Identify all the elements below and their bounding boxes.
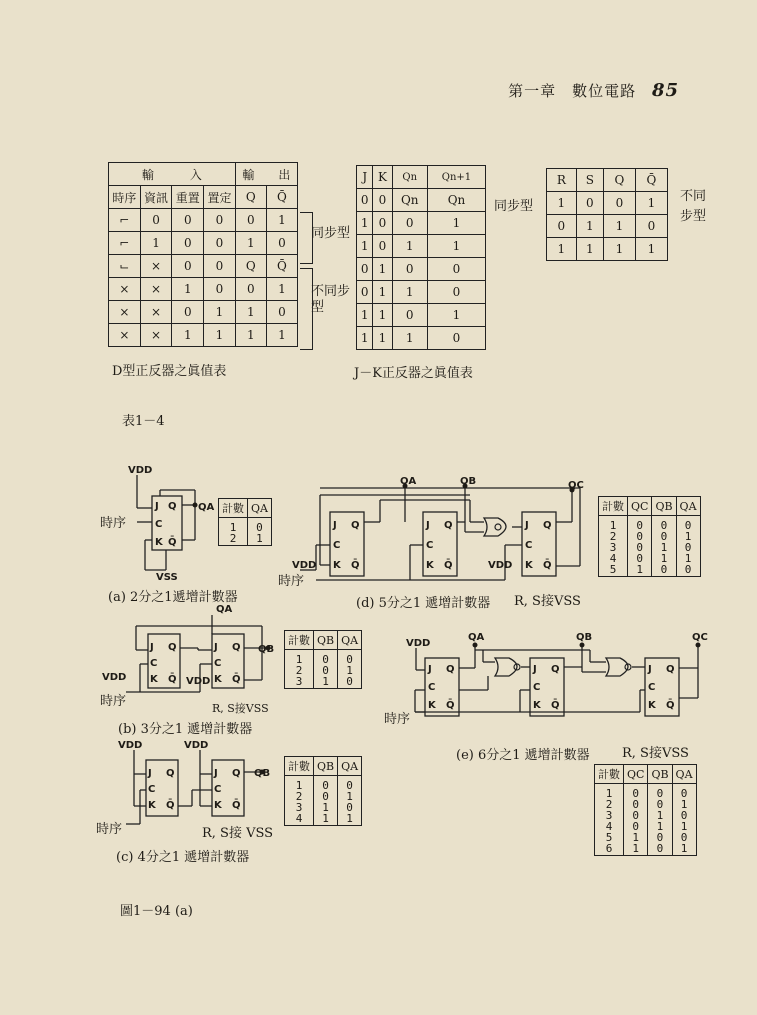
fig-e-note: R, S接VSS bbox=[622, 746, 689, 761]
table-cell: ⌙ bbox=[109, 255, 141, 278]
table-cell: 1 bbox=[172, 278, 204, 301]
svg-text:C: C bbox=[648, 682, 656, 693]
fig-d-note: R, S接VSS bbox=[514, 594, 581, 609]
fig-b-note: R, S接VSS bbox=[212, 702, 269, 715]
svg-text:QC: QC bbox=[568, 480, 584, 491]
svg-text:J: J bbox=[525, 520, 529, 531]
table-cell: ⌐ bbox=[109, 209, 141, 232]
svg-text:J: J bbox=[150, 642, 154, 653]
col-head: QB bbox=[648, 765, 672, 784]
svg-text:Q: Q bbox=[168, 501, 177, 512]
svg-text:Q̄: Q̄ bbox=[232, 674, 241, 685]
svg-text:K: K bbox=[428, 700, 436, 711]
svg-text:K: K bbox=[525, 560, 533, 571]
figure-label: 圖1－94 (a) bbox=[120, 904, 193, 919]
table-cell: ⌐ bbox=[109, 232, 141, 255]
fig-d-circuit bbox=[300, 486, 580, 580]
svg-text:VDD: VDD bbox=[128, 465, 153, 476]
terminal-dot bbox=[193, 503, 198, 508]
svg-text:C: C bbox=[148, 784, 156, 795]
rs-async-label: 不同步型 bbox=[680, 189, 707, 224]
table-cell: 0 bbox=[357, 189, 373, 212]
table-cell: 1 bbox=[603, 238, 635, 261]
svg-text:Q̄: Q̄ bbox=[351, 560, 360, 571]
table-cell: 1 bbox=[427, 304, 485, 327]
table-cell: 0 bbox=[172, 301, 204, 324]
svg-text:VDD: VDD bbox=[102, 672, 127, 683]
table-cell: 1 bbox=[235, 232, 266, 255]
svg-text:VDD: VDD bbox=[186, 676, 211, 687]
svg-text:Q: Q bbox=[232, 642, 241, 653]
qb-column: 0 0 1 1 0 bbox=[652, 516, 676, 577]
fig-a-count-table bbox=[218, 498, 272, 546]
svg-text:J: J bbox=[333, 520, 337, 531]
col-head: 置定 bbox=[204, 186, 236, 209]
svg-text:QB: QB bbox=[576, 632, 593, 643]
svg-text:Q: Q bbox=[666, 664, 675, 675]
svg-text:C: C bbox=[533, 682, 541, 693]
output-header: 輸 出 bbox=[235, 163, 297, 186]
qa-column: 0 1 0 1 bbox=[338, 776, 362, 826]
svg-text:QB: QB bbox=[258, 644, 275, 655]
terminal-dot bbox=[696, 643, 701, 648]
fig-e-caption: (e) 6分之1 遞增計數器 bbox=[456, 748, 590, 763]
col-head: 計數 bbox=[599, 497, 628, 516]
count-column: 1 2 3 4 5 bbox=[599, 516, 628, 577]
terminal-dot bbox=[580, 643, 585, 648]
table-cell: 1 bbox=[547, 192, 577, 215]
svg-text:Q̄: Q̄ bbox=[168, 537, 177, 548]
table-cell: 1 bbox=[392, 327, 427, 350]
table-label: 表1－4 bbox=[122, 414, 165, 429]
table-cell: Qn bbox=[427, 189, 485, 212]
table-cell: 1 bbox=[266, 324, 297, 347]
table-cell: 0 bbox=[266, 301, 297, 324]
table-cell: 1 bbox=[266, 278, 297, 301]
svg-text:J: J bbox=[648, 664, 652, 675]
svg-text:Q̄: Q̄ bbox=[232, 800, 241, 811]
fig-c-clock-label: 時序 bbox=[96, 822, 123, 837]
col-head: 計數 bbox=[595, 765, 624, 784]
count-column: 1 2 bbox=[219, 518, 248, 546]
fig-b-count-table bbox=[284, 630, 362, 689]
qa-column: 0 1 0 1 0 bbox=[676, 516, 700, 577]
col-head: 重置 bbox=[172, 186, 204, 209]
svg-text:Q: Q bbox=[351, 520, 360, 531]
svg-text:K: K bbox=[426, 560, 434, 571]
svg-text:K: K bbox=[214, 800, 222, 811]
table-cell: Qn bbox=[392, 189, 427, 212]
svg-text:J: J bbox=[214, 642, 218, 653]
table-cell: 1 bbox=[235, 301, 266, 324]
page-number: 85 bbox=[651, 80, 679, 101]
table-cell: × bbox=[140, 301, 172, 324]
svg-text:Q: Q bbox=[444, 520, 453, 531]
svg-text:C: C bbox=[150, 658, 158, 669]
col-head: QB bbox=[652, 497, 676, 516]
svg-text:QA: QA bbox=[400, 476, 417, 487]
table-cell: 0 bbox=[204, 232, 236, 255]
table-cell: 0 bbox=[392, 304, 427, 327]
svg-text:Q̄: Q̄ bbox=[666, 700, 675, 711]
col-head: Qn bbox=[392, 166, 427, 189]
table-cell: 1 bbox=[204, 301, 236, 324]
table-cell: × bbox=[140, 278, 172, 301]
svg-text:Q̄: Q̄ bbox=[543, 560, 552, 571]
fig-d-count-table bbox=[598, 496, 701, 577]
svg-text:C: C bbox=[214, 658, 222, 669]
input-header: 輸 入 bbox=[109, 163, 236, 186]
table-cell: 1 bbox=[204, 324, 236, 347]
count-column: 1 2 3 4 5 6 bbox=[595, 784, 624, 856]
svg-text:J: J bbox=[426, 520, 430, 531]
table-cell: 0 bbox=[172, 232, 204, 255]
table-cell: 1 bbox=[266, 209, 297, 232]
fig-e-count-table bbox=[594, 764, 697, 856]
table-cell: 1 bbox=[373, 327, 392, 350]
col-head: 計數 bbox=[219, 499, 248, 518]
qa-column: 0 1 bbox=[248, 518, 272, 546]
d-table-caption: D型正反器之眞值表 bbox=[112, 364, 227, 379]
svg-text:QA: QA bbox=[468, 632, 485, 643]
table-cell: 1 bbox=[357, 235, 373, 258]
table-cell: 1 bbox=[635, 238, 667, 261]
svg-text:K: K bbox=[648, 700, 656, 711]
table-cell: 0 bbox=[266, 232, 297, 255]
svg-text:Q: Q bbox=[232, 768, 241, 779]
table-cell: 1 bbox=[392, 281, 427, 304]
svg-text:K: K bbox=[533, 700, 541, 711]
svg-text:VDD: VDD bbox=[184, 740, 209, 751]
table-cell: 0 bbox=[204, 209, 236, 232]
svg-text:VDD: VDD bbox=[488, 560, 513, 571]
col-head: Q̄ bbox=[266, 186, 297, 209]
col-head: QA bbox=[248, 499, 272, 518]
table-cell: 1 bbox=[373, 281, 392, 304]
svg-text:C: C bbox=[428, 682, 436, 693]
table-cell: 1 bbox=[235, 324, 266, 347]
col-head: J bbox=[357, 166, 373, 189]
table-cell: 0 bbox=[547, 215, 577, 238]
svg-text:QA: QA bbox=[216, 604, 233, 615]
svg-text:Q: Q bbox=[166, 768, 175, 779]
table-cell: 0 bbox=[427, 327, 485, 350]
fig-b-caption: (b) 3分之1 遞增計數器 bbox=[118, 722, 253, 737]
col-head: QB bbox=[314, 757, 338, 776]
qb-column: 0 0 1 1 bbox=[314, 776, 338, 826]
svg-text:Q̄: Q̄ bbox=[166, 800, 175, 811]
table-cell: 0 bbox=[204, 255, 236, 278]
table-cell: 0 bbox=[373, 189, 392, 212]
svg-text:C: C bbox=[155, 519, 163, 530]
svg-text:C: C bbox=[525, 540, 533, 551]
col-head: 計數 bbox=[285, 757, 314, 776]
svg-text:Q̄: Q̄ bbox=[444, 560, 453, 571]
table-cell: 0 bbox=[235, 209, 266, 232]
qc-column: 0 0 0 0 1 1 bbox=[624, 784, 648, 856]
fig-c-note: R, S接 VSS bbox=[202, 826, 274, 841]
table-cell: Q bbox=[235, 255, 266, 278]
inverter-bubble bbox=[495, 524, 501, 530]
qb-column: 0 0 1 1 0 0 bbox=[648, 784, 672, 856]
svg-text:K: K bbox=[214, 674, 222, 685]
table-cell: 1 bbox=[357, 304, 373, 327]
fig-d-clock-label: 時序 bbox=[278, 574, 305, 589]
jk-table-caption: J－K正反器之眞值表 bbox=[354, 366, 473, 381]
fig-c-caption: (c) 4分之1 遞增計數器 bbox=[116, 850, 250, 865]
table-cell: 0 bbox=[357, 281, 373, 304]
qa-column: 0 1 0 bbox=[338, 650, 362, 689]
d-async-label: 不同步型 bbox=[311, 284, 351, 315]
table-cell: 1 bbox=[427, 212, 485, 235]
fig-c-count-table bbox=[284, 756, 362, 826]
svg-text:Q: Q bbox=[551, 664, 560, 675]
table-cell: 0 bbox=[172, 255, 204, 278]
table-cell: 0 bbox=[357, 258, 373, 281]
table-cell: 0 bbox=[373, 235, 392, 258]
table-cell: × bbox=[109, 324, 141, 347]
col-head: K bbox=[373, 166, 392, 189]
col-head: QA bbox=[672, 765, 696, 784]
svg-text:Q: Q bbox=[446, 664, 455, 675]
table-cell: × bbox=[140, 255, 172, 278]
table-cell: 0 bbox=[392, 258, 427, 281]
table-cell: 0 bbox=[392, 212, 427, 235]
table-cell: 0 bbox=[576, 192, 603, 215]
col-head: QA bbox=[676, 497, 700, 516]
svg-text:QA: QA bbox=[198, 502, 215, 513]
svg-text:VDD: VDD bbox=[118, 740, 143, 751]
col-head: Qn+1 bbox=[427, 166, 485, 189]
table-cell: 1 bbox=[576, 238, 603, 261]
svg-text:K: K bbox=[155, 537, 163, 548]
svg-text:VDD: VDD bbox=[292, 560, 317, 571]
col-head: QA bbox=[338, 631, 362, 650]
fig-e-clock-label: 時序 bbox=[384, 712, 411, 727]
terminal-dot bbox=[473, 643, 478, 648]
svg-text:Q: Q bbox=[168, 642, 177, 653]
table-cell: 0 bbox=[140, 209, 172, 232]
svg-text:C: C bbox=[333, 540, 341, 551]
count-column: 1 2 3 4 bbox=[285, 776, 314, 826]
col-head: QC bbox=[624, 765, 648, 784]
table-cell: 1 bbox=[603, 215, 635, 238]
col-head: 計數 bbox=[285, 631, 314, 650]
col-head: Q bbox=[603, 169, 635, 192]
table-cell: 1 bbox=[635, 192, 667, 215]
col-head: S bbox=[576, 169, 603, 192]
svg-text:VSS: VSS bbox=[156, 572, 178, 583]
svg-text:Q: Q bbox=[543, 520, 552, 531]
svg-text:Q̄: Q̄ bbox=[446, 700, 455, 711]
table-cell: 1 bbox=[140, 232, 172, 255]
table-cell: 1 bbox=[373, 304, 392, 327]
table-cell: × bbox=[109, 301, 141, 324]
svg-text:C: C bbox=[426, 540, 434, 551]
col-head: QA bbox=[338, 757, 362, 776]
col-head: Q̄ bbox=[635, 169, 667, 192]
fig-a-circuit bbox=[137, 475, 195, 570]
svg-text:K: K bbox=[150, 674, 158, 685]
col-head: QC bbox=[628, 497, 652, 516]
svg-text:Q̄: Q̄ bbox=[168, 674, 177, 685]
fig-c-circuit bbox=[126, 750, 262, 824]
svg-text:J: J bbox=[214, 768, 218, 779]
fig-d-caption: (d) 5分之1 遞增計數器 bbox=[356, 596, 491, 611]
d-sync-label: 同步型 bbox=[311, 226, 351, 241]
col-head: 資訊 bbox=[140, 186, 172, 209]
svg-text:J: J bbox=[155, 501, 159, 512]
table-cell: 1 bbox=[392, 235, 427, 258]
qc-column: 0 0 0 0 1 bbox=[628, 516, 652, 577]
qa-column: 0 1 0 1 0 1 bbox=[672, 784, 696, 856]
svg-text:C: C bbox=[214, 784, 222, 795]
svg-text:K: K bbox=[333, 560, 341, 571]
table-cell: 0 bbox=[603, 192, 635, 215]
table-cell: 1 bbox=[357, 212, 373, 235]
table-cell: 1 bbox=[427, 235, 485, 258]
jk-sync-label: 同步型 bbox=[494, 199, 534, 214]
table-cell: 0 bbox=[427, 258, 485, 281]
table-cell: 0 bbox=[204, 278, 236, 301]
svg-text:J: J bbox=[148, 768, 152, 779]
count-column: 1 2 3 bbox=[285, 650, 314, 689]
table-cell: 1 bbox=[576, 215, 603, 238]
table-cell: 1 bbox=[373, 258, 392, 281]
table-cell: × bbox=[140, 324, 172, 347]
col-head: 時序 bbox=[109, 186, 141, 209]
svg-text:QC: QC bbox=[692, 632, 708, 643]
table-cell: 0 bbox=[635, 215, 667, 238]
svg-text:QB: QB bbox=[254, 768, 271, 779]
table-cell: 0 bbox=[373, 212, 392, 235]
chapter-title: 第一章 數位電路 bbox=[508, 82, 637, 100]
col-head: QB bbox=[314, 631, 338, 650]
table-cell: × bbox=[109, 278, 141, 301]
table-cell: Q̄ bbox=[266, 255, 297, 278]
svg-text:VDD: VDD bbox=[406, 638, 431, 649]
svg-text:J: J bbox=[533, 664, 537, 675]
table-cell: 1 bbox=[357, 327, 373, 350]
qb-column: 0 0 1 bbox=[314, 650, 338, 689]
fig-b-clock-label: 時序 bbox=[100, 694, 127, 709]
col-head: Q bbox=[235, 186, 266, 209]
table-cell: 0 bbox=[172, 209, 204, 232]
table-cell: 0 bbox=[235, 278, 266, 301]
table-cell: 0 bbox=[427, 281, 485, 304]
fig-a-caption: (a) 2分之1遞增計數器 bbox=[108, 590, 238, 605]
fig-a-clock-label: 時序 bbox=[100, 516, 127, 531]
svg-text:QB: QB bbox=[460, 476, 477, 487]
svg-text:Q̄: Q̄ bbox=[551, 700, 560, 711]
svg-text:K: K bbox=[148, 800, 156, 811]
table-cell: 1 bbox=[547, 238, 577, 261]
table-cell: 1 bbox=[172, 324, 204, 347]
col-head: R bbox=[547, 169, 577, 192]
svg-text:J: J bbox=[428, 664, 432, 675]
